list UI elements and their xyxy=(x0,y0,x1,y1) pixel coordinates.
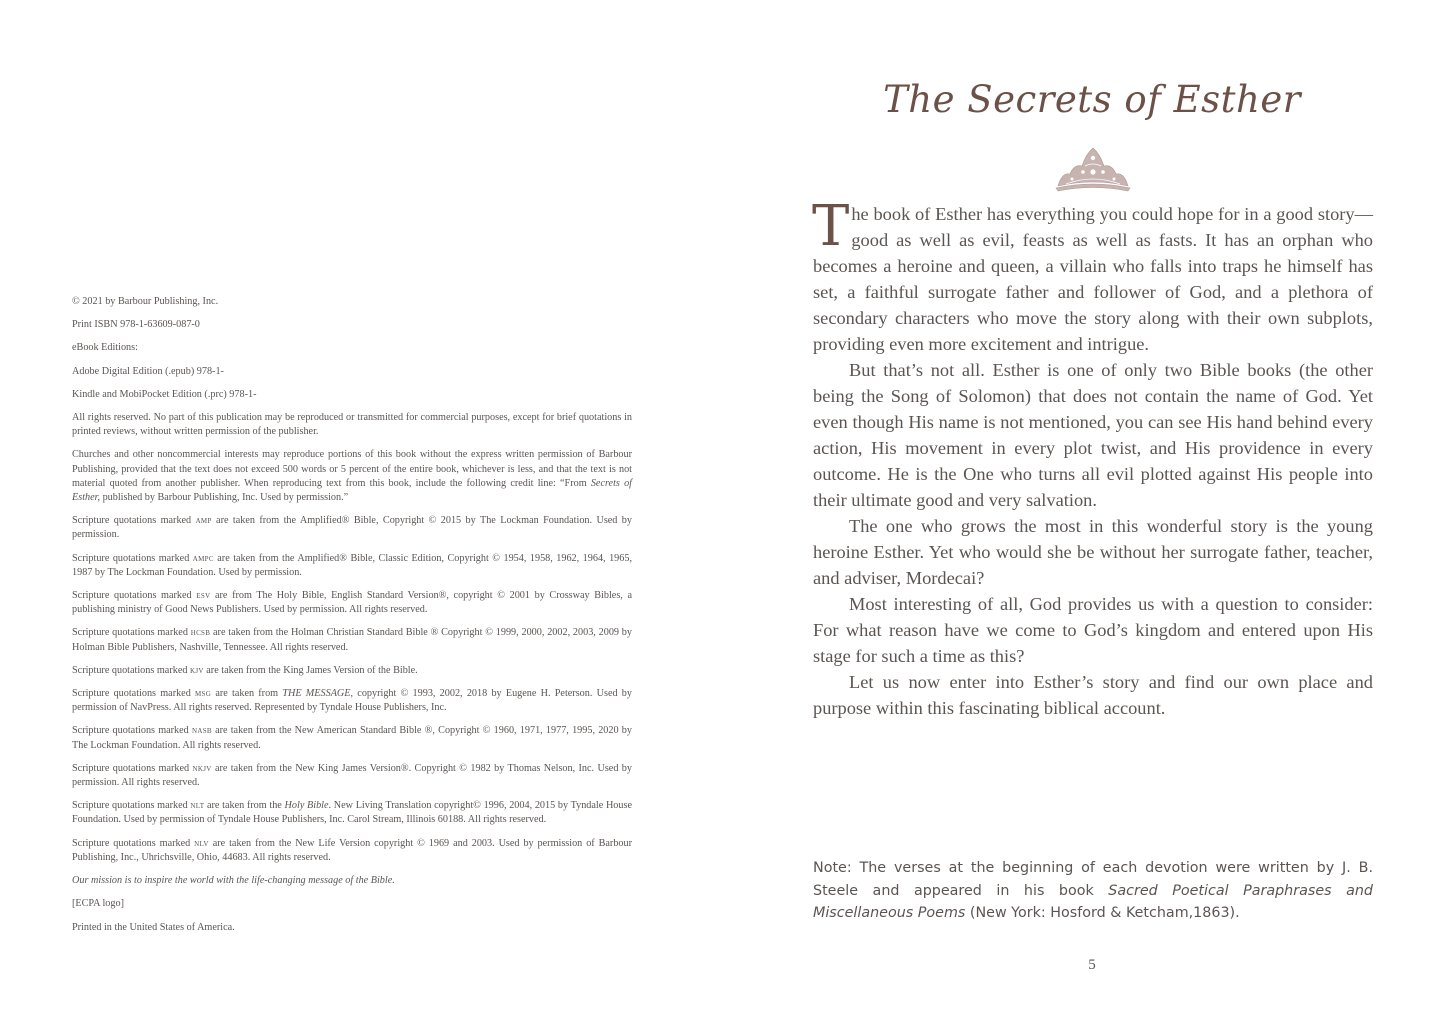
scripture-nkjv: Scripture quotations marked nkjv are taken from the New King James Version®. Copyright © 1982 by Thomas Nelson, Inc. Used by permission. All rights reserved. xyxy=(72,762,632,789)
scripture-hcsb: Scripture quotations marked hcsb are taken from the Holman Christian Standard Bible ® Copyright © 1999, 2000, 2002, 2003, 2009 by Holman Bible Publishers, Nashville, Tennessee. All rights reserved. xyxy=(72,627,632,653)
paragraph-3: The one who grows the most in this wonderful story is the young heroine Esther. Yet who would she be without her surrogate father, teacher, and adviser, Mordecai? xyxy=(813,516,1373,588)
tiara-icon xyxy=(1052,144,1134,192)
scripture-nasb: Scripture quotations marked nasb are taken from the New American Standard Bible ®, Copyright © 1960, 1971, 1977, 1995, 2020 by The Lockman Foundation. All rights reserved. xyxy=(72,725,632,751)
scripture-nlt: Scripture quotations marked nlt are taken from the Holy Bible. New Living Translation copyright© 1996, 2004, 2015 by Tyndale House Foundation. Used by permission of Tyndale House Publishers, Inc. Carol Stream, Illinois 60188. All rights reserved. xyxy=(72,800,632,826)
paragraph-4: Most interesting of all, God provides us with a question to consider: For what reason have we come to God’s kingdom and entered upon His stage for such a time as this? xyxy=(813,594,1373,666)
paragraph-5: Let us now enter into Esther’s story and find our own place and purpose within this fascinating biblical account. xyxy=(813,672,1373,718)
permission-statement: Churches and other noncommercial interests may reproduce portions of this book without the express written permission of Barbour Publishing, provided that the text does not exceed 500 words or 5 percent of the entire book, whichever is less, and that the text is not material quoted from another publisher. When reproducing text from this book, include the following credit line: “From Secrets of Esther, published by Barbour Publishing, Inc. Used by permission.” xyxy=(72,449,632,504)
scripture-esv: Scripture quotations marked esv are from The Holy Bible, English Standard Version®, copyright © 2001 by Crossway Bibles, a publishing ministry of Good News Publishers. Used by permission. All rights reserved. xyxy=(72,590,632,616)
drop-cap: T xyxy=(812,194,850,259)
scripture-msg: Scripture quotations marked msg are taken from THE MESSAGE, copyright © 1993, 2002, 2018 by Eugene H. Peterson. Used by permission of NavPress. All rights reserved. Represented by Tyndale House Publishers, Inc. xyxy=(72,688,632,714)
intro-body xyxy=(812,194,1373,721)
ecpa-logo-placeholder: [ECPA logo] xyxy=(72,898,124,910)
ebook-heading: eBook Editions: xyxy=(72,342,138,354)
page-number: 5 xyxy=(1088,957,1096,973)
copyright-page xyxy=(72,295,632,944)
epub-isbn: Adobe Digital Edition (.epub) 978-1- xyxy=(72,365,224,377)
print-isbn: Print ISBN 978-1-63609-087-0 xyxy=(72,319,200,331)
chapter-title: The Secrets of Esther xyxy=(883,78,1301,121)
scripture-kjv: Scripture quotations marked kjv are taken from the King James Version of the Bible. xyxy=(72,664,418,676)
scripture-amp: Scripture quotations marked amp are taken from the Amplified® Bible, Copyright © 2015 by The Lockman Foundation. Used by permission. xyxy=(72,515,632,541)
rights-statement: All rights reserved. No part of this publication may be reproduced or transmitted for commercial purposes, except for brief quotations in printed reviews, without written permission of the publisher. xyxy=(72,412,632,438)
paragraph-2: But that’s not all. Esther is one of only two Bible books (the other being the Song of Solomon) that does not contain the name of God. Yet even though His name is not mentioned, you can see His hand behind every action, His movement in every plot twist, and His providence in every outcome. He is the One who turns all evil plotted against His people into their ultimate good and very salvation. xyxy=(813,360,1373,510)
scripture-nlv: Scripture quotations marked nlv are taken from the New Life Version copyright © 1969 and 2003. Used by permission of Barbour Publishing, Inc., Uhrichsville, Ohio, 44683. All rights reserved. xyxy=(72,837,632,863)
scripture-ampc: Scripture quotations marked ampc are taken from the Amplified® Bible, Classic Edition, Copyright © 1954, 1958, 1962, 1964, 1965, 1987 by The Lockman Foundation. Used by permission. xyxy=(72,552,632,578)
printed-in: Printed in the United States of America. xyxy=(72,921,235,933)
copyright-line: © 2021 by Barbour Publishing, Inc. xyxy=(72,296,219,307)
mission-statement: Our mission is to inspire the world with the life-changing message of the Bible. xyxy=(72,875,395,887)
footnote: Note: The verses at the beginning of each devotion were written by J. B. Steele and appeared in his book Sacred Poetical Paraphrases and Miscellaneous Poems (New York: Hosford & Ketcham,1863). xyxy=(813,860,1373,921)
paragraph-1: The book of Esther has everything you could hope for in a good story—good as well as evil, feasts as well as fasts. It has an orphan who becomes a heroine and queen, a villain who falls into traps he himself has set, a faithful surrogate father and follower of God, and a plethora of secondary characters who move the story along with their own subplots, providing even more excitement and intrigue. xyxy=(812,194,1373,354)
kindle-isbn: Kindle and MobiPocket Edition (.prc) 978-1- xyxy=(72,388,257,400)
